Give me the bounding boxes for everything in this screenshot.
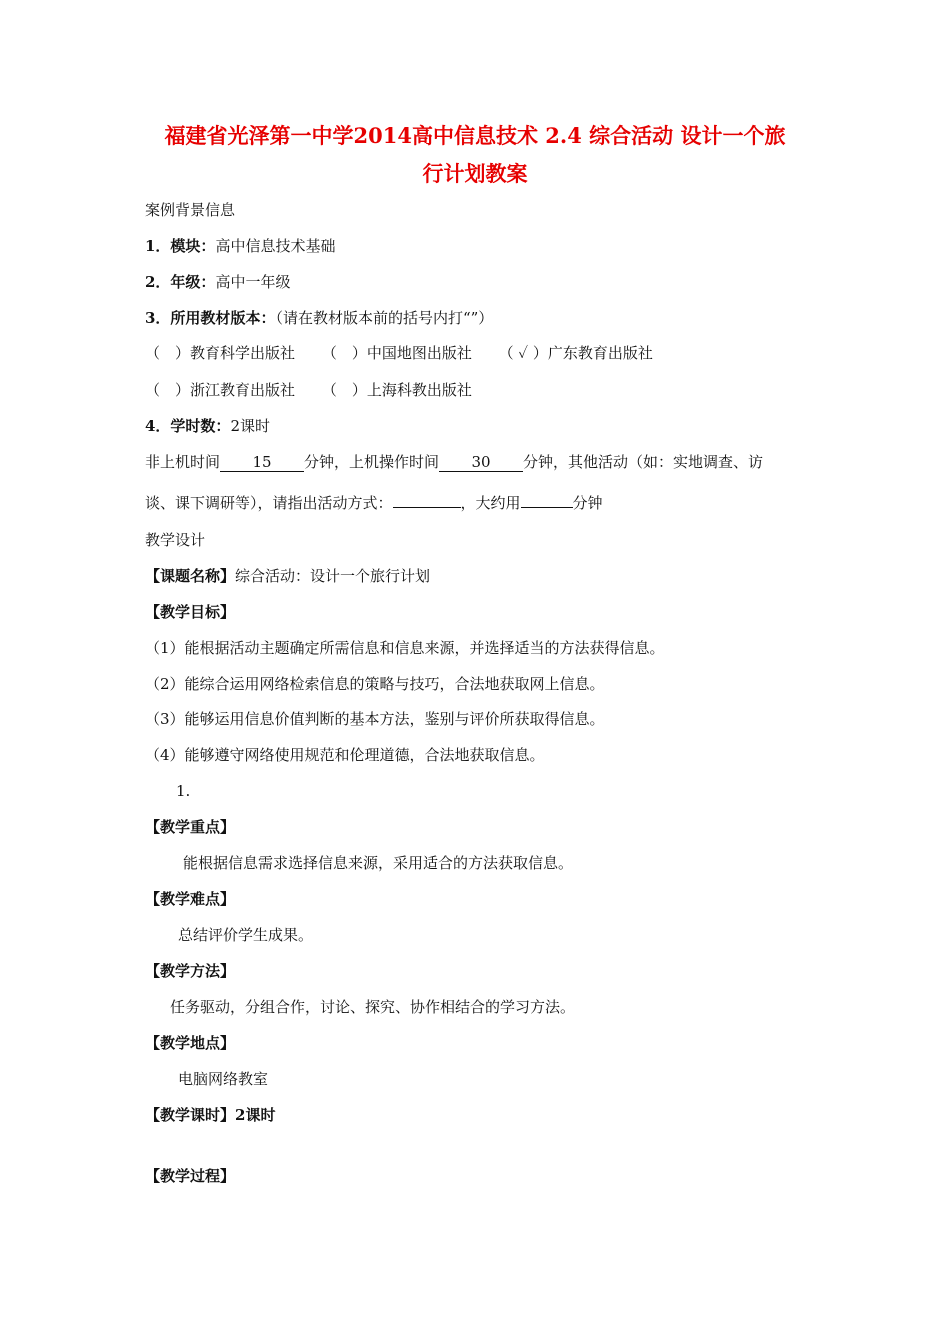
hours-row (145, 415, 270, 437)
publisher-name: 上海科教出版社 (366, 381, 472, 399)
difficulty-heading: 【教学难点】 (145, 890, 236, 908)
course-label: 【课题名称】 (145, 567, 236, 585)
period-label: 【教学课时】 (145, 1106, 236, 1124)
design-heading: 教学设计 (145, 531, 206, 549)
grade-value: 高中一年级 (215, 273, 291, 291)
publisher-name: 广东教育出版社 (547, 344, 653, 362)
place-heading: 【教学地点】 (145, 1034, 236, 1052)
textbook-row (145, 307, 493, 329)
hours-value: 2课时 (230, 417, 270, 435)
publisher-name: 浙江教育出版社 (190, 381, 296, 399)
publishers-row-2 (145, 379, 472, 401)
publisher-mark: （ ） (145, 344, 191, 362)
publisher-name: 中国地图出版社 (366, 344, 472, 362)
textbook-label: 3．所用教材版本： (145, 309, 276, 327)
time-text: 分钟 (572, 494, 603, 512)
time-text: ，大约用 (460, 494, 521, 512)
publisher-mark-checked: （ ✓ ） (498, 344, 548, 362)
time-row-1 (145, 451, 763, 473)
doc-title-line1: 福建省光泽第一中学2014高中信息技术 2.4 综合活动 设计一个旅 (164, 123, 786, 148)
publisher-mark: （ ） (321, 344, 367, 362)
hours-label: 4．学时数： (145, 417, 231, 435)
grade-label: 2．年级： (145, 273, 216, 291)
method-heading: 【教学方法】 (145, 962, 236, 980)
publisher-mark: （ ） (145, 381, 191, 399)
time-text: 非上机时间 (145, 453, 221, 471)
publisher-name: 教育科学出版社 (190, 344, 296, 362)
publishers-row-1 (145, 342, 653, 364)
module-label: 1．模块： (145, 237, 216, 255)
doc-title-line2: 行计划教案 (422, 161, 528, 186)
time-text: 分钟，其他活动（如：实地调查、访 (523, 453, 764, 471)
activity-minutes-blank (521, 507, 573, 508)
background-heading: 案例背景信息 (145, 201, 236, 219)
time-text: 分钟，上机操作时间 (304, 453, 440, 471)
period-row (145, 1104, 275, 1126)
key-point-heading: 【教学重点】 (145, 818, 236, 836)
activity-method-blank (393, 507, 461, 508)
textbook-note: （请在教材版本前的括号内打“”） (275, 309, 494, 327)
goal-item: （4）能够遵守网络使用规范和伦理道德，合法地获取信息。 (145, 746, 545, 764)
module-row (145, 235, 335, 257)
goal-list-number: 1. (176, 782, 191, 800)
grade-row (145, 271, 290, 293)
time-row-2 (145, 492, 603, 514)
period-value: 2课时 (235, 1106, 276, 1124)
goal-item: （3）能够运用信息价值判断的基本方法，鉴别与评价所获取得信息。 (145, 710, 605, 728)
publisher-mark: （ ） (321, 381, 367, 399)
course-row (145, 565, 430, 587)
online-minutes-blank: 30 (439, 453, 523, 472)
goal-item: （2）能综合运用网络检索信息的策略与技巧，合法地获取网上信息。 (145, 675, 605, 693)
module-value: 高中信息技术基础 (215, 237, 336, 255)
key-point-text: 能根据信息需求选择信息来源，采用适合的方法获取信息。 (183, 854, 574, 872)
goals-heading: 【教学目标】 (145, 603, 236, 621)
course-value: 综合活动：设计一个旅行计划 (235, 567, 431, 585)
goal-item: （1）能根据活动主题确定所需信息和信息来源，并选择适当的方法获得信息。 (145, 639, 665, 657)
method-text: 任务驱动，分组合作，讨论、探究、协作相结合的学习方法。 (170, 998, 576, 1016)
time-text: 谈、课下调研等），请指出活动方式： (145, 494, 393, 512)
place-text: 电脑网络教室 (178, 1070, 269, 1088)
process-heading: 【教学过程】 (145, 1167, 236, 1185)
offline-minutes-blank: 15 (220, 453, 304, 472)
difficulty-text: 总结评价学生成果。 (178, 926, 314, 944)
